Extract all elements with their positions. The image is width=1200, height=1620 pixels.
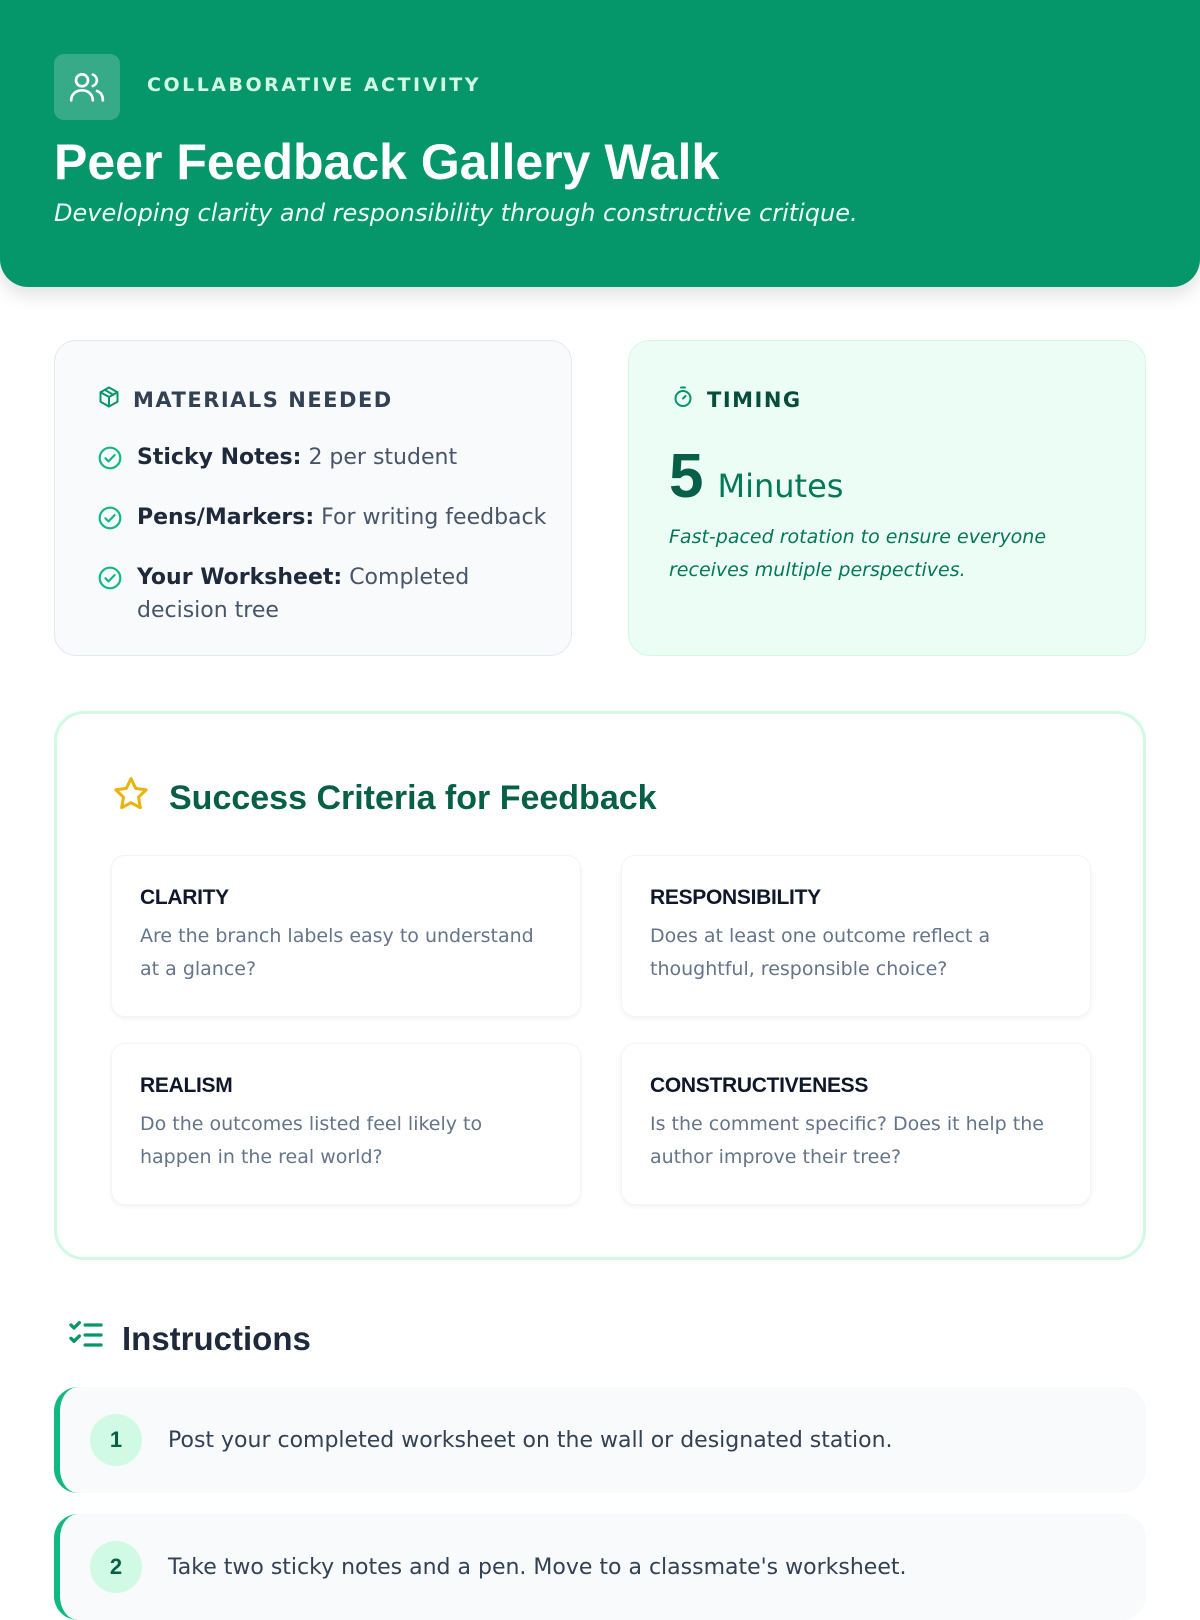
instructions-heading [66, 1315, 311, 1363]
material-label: Pens/Markers: [137, 505, 315, 530]
timing-number: 5 [669, 442, 704, 511]
material-value: 2 per student [308, 445, 458, 470]
timing-heading [671, 385, 802, 414]
star-icon [111, 774, 151, 823]
step-text: Take two sticky notes and a pen. Move to a classmate's worksheet. [168, 1554, 907, 1580]
list-item [97, 441, 547, 481]
check-circle-icon [97, 505, 123, 541]
timing-card [628, 340, 1146, 656]
materials-card [54, 340, 572, 656]
timing-value [669, 441, 843, 512]
success-criteria-section [54, 711, 1146, 1260]
package-icon [97, 385, 121, 414]
page-header [0, 0, 1200, 287]
step-number: 2 [90, 1541, 142, 1593]
step-text: Post your completed worksheet on the wall or designated station. [168, 1427, 893, 1453]
instruction-step [54, 1514, 1146, 1620]
stopwatch-icon [671, 385, 695, 414]
page-subtitle: Developing clarity and responsibility through constructive critique. [54, 199, 858, 227]
criteria-heading-label: Success Criteria for Feedback [169, 779, 657, 817]
criteria-description: Are the branch labels easy to understand at a glance? [140, 925, 534, 980]
materials-heading-label: MATERIALS NEEDED [133, 387, 393, 412]
criteria-card-responsibility [621, 855, 1091, 1017]
material-label: Sticky Notes: [137, 445, 302, 470]
activity-eyebrow: COLLABORATIVE ACTIVITY [147, 74, 482, 96]
timing-heading-label: TIMING [707, 387, 802, 412]
materials-heading [97, 385, 393, 414]
check-circle-icon [97, 565, 123, 601]
instructions-heading-label: Instructions [122, 1320, 311, 1357]
instruction-step [54, 1387, 1146, 1493]
criteria-description: Does at least one outcome reflect a thoughtful, responsible choice? [650, 925, 991, 980]
criteria-heading [111, 774, 657, 823]
timing-description: Fast-paced rotation to ensure everyone receives multiple perspectives. [669, 526, 1047, 581]
check-circle-icon [97, 445, 123, 481]
list-item [97, 561, 547, 627]
material-value: Completed decision tree [137, 565, 470, 623]
criteria-description: Do the outcomes listed feel likely to happen in the real world? [140, 1113, 483, 1168]
material-label: Your Worksheet: [137, 565, 343, 590]
list-item [97, 501, 547, 541]
criteria-card-realism [111, 1043, 581, 1205]
criteria-card-constructiveness [621, 1043, 1091, 1205]
timing-unit: Minutes [717, 467, 844, 505]
criteria-title: CONSTRUCTIVENESS [650, 1074, 869, 1097]
criteria-title: RESPONSIBILITY [650, 886, 821, 909]
criteria-title: REALISM [140, 1074, 233, 1097]
checklist-icon [66, 1315, 106, 1363]
material-value: For writing feedback [321, 505, 547, 530]
page-title: Peer Feedback Gallery Walk [54, 134, 720, 190]
criteria-card-clarity [111, 855, 581, 1017]
users-icon [54, 54, 120, 120]
step-number: 1 [90, 1414, 142, 1466]
criteria-description: Is the comment specific? Does it help the author improve their tree? [650, 1113, 1044, 1168]
criteria-title: CLARITY [140, 886, 229, 909]
materials-list [97, 441, 547, 647]
